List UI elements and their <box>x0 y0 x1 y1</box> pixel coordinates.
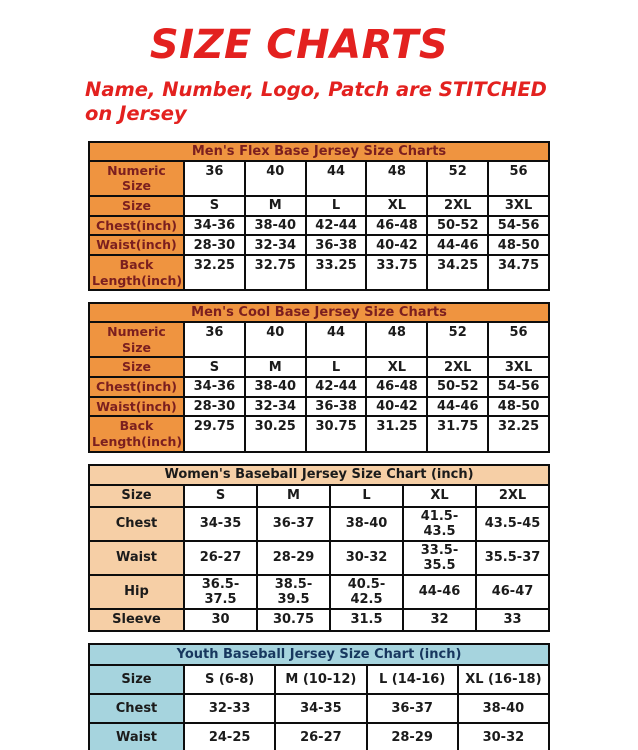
row-label: Size <box>89 665 184 694</box>
row-label: Waist(inch) <box>89 235 184 255</box>
data-cell: S <box>184 485 257 507</box>
data-cell: 31.25 <box>366 416 427 451</box>
row-label: Chest(inch) <box>89 377 184 397</box>
row-label: Size <box>89 485 184 507</box>
data-cell: 31.5 <box>330 609 403 631</box>
data-cell: 43.5-45 <box>476 507 549 541</box>
data-cell: 48 <box>366 322 427 357</box>
table-row <box>89 216 549 236</box>
row-label: Sleeve <box>89 609 184 631</box>
data-cell: 29.75 <box>184 416 245 451</box>
data-cell: 48-50 <box>488 397 549 417</box>
table-row <box>89 485 549 507</box>
data-cell: 50-52 <box>427 377 488 397</box>
data-cell: S <box>184 196 245 216</box>
data-cell: XL (16-18) <box>458 665 549 694</box>
row-label: Waist <box>89 541 184 575</box>
size-table-3 <box>88 643 550 750</box>
data-cell: 41.5-43.5 <box>403 507 476 541</box>
data-cell: 38-40 <box>245 377 306 397</box>
row-label: Size <box>89 357 184 377</box>
page-title: SIZE CHARTS <box>149 22 449 68</box>
table-row <box>89 416 549 451</box>
data-cell: 32-34 <box>245 397 306 417</box>
data-cell: 36-38 <box>306 235 367 255</box>
data-cell: 30-32 <box>330 541 403 575</box>
row-label: Numeric Size <box>89 322 184 357</box>
table-row <box>89 377 549 397</box>
data-cell: 56 <box>488 161 549 196</box>
row-label: Waist(inch) <box>89 397 184 417</box>
row-label: Back Length(inch) <box>89 255 184 290</box>
size-table-2 <box>88 464 550 632</box>
data-cell: 40 <box>245 322 306 357</box>
table-row <box>89 161 549 196</box>
data-cell: 2XL <box>427 357 488 377</box>
data-cell: 31.75 <box>427 416 488 451</box>
data-cell: 48 <box>366 161 427 196</box>
subtitle-line-2: on Jersey <box>85 102 187 126</box>
data-cell: 38-40 <box>458 694 549 723</box>
data-cell: 30.25 <box>245 416 306 451</box>
data-cell: 44-46 <box>427 235 488 255</box>
data-cell: 26-27 <box>184 541 257 575</box>
tables-container <box>0 141 638 750</box>
row-label: Numeric Size <box>89 161 184 196</box>
page-subtitle <box>85 78 638 127</box>
data-cell: 36.5-37.5 <box>184 575 257 609</box>
row-label: Chest <box>89 507 184 541</box>
data-cell: 34-36 <box>184 216 245 236</box>
data-cell: 46-48 <box>366 216 427 236</box>
data-cell: 34-35 <box>184 507 257 541</box>
table-title-row <box>89 465 549 485</box>
table-row <box>89 322 549 357</box>
data-cell: 30.75 <box>257 609 330 631</box>
data-cell: 42-44 <box>306 377 367 397</box>
data-cell: 44 <box>306 322 367 357</box>
table-title-row <box>89 142 549 161</box>
data-cell: 48-50 <box>488 235 549 255</box>
data-cell: 28-30 <box>184 235 245 255</box>
data-cell: 36 <box>184 322 245 357</box>
data-cell: L <box>330 485 403 507</box>
table-title: Men's Flex Base Jersey Size Charts <box>89 142 549 161</box>
data-cell: 40.5-42.5 <box>330 575 403 609</box>
data-cell: M <box>245 357 306 377</box>
table-title: Women's Baseball Jersey Size Chart (inch) <box>89 465 549 485</box>
table-row <box>89 665 549 694</box>
data-cell: 28-29 <box>257 541 330 575</box>
data-cell: 32-33 <box>184 694 275 723</box>
data-cell: 30-32 <box>458 723 549 750</box>
table-row <box>89 235 549 255</box>
data-cell: 3XL <box>488 357 549 377</box>
table-row <box>89 541 549 575</box>
data-cell: 36-38 <box>306 397 367 417</box>
data-cell: 34-36 <box>184 377 245 397</box>
data-cell: 44 <box>306 161 367 196</box>
data-cell: 32 <box>403 609 476 631</box>
data-cell: 46-47 <box>476 575 549 609</box>
data-cell: 32.25 <box>488 416 549 451</box>
data-cell: XL <box>366 357 427 377</box>
row-label: Size <box>89 196 184 216</box>
data-cell: 28-30 <box>184 397 245 417</box>
data-cell: XL <box>403 485 476 507</box>
table-title: Men's Cool Base Jersey Size Charts <box>89 303 549 322</box>
data-cell: 32.75 <box>245 255 306 290</box>
size-table-0 <box>88 141 550 291</box>
data-cell: 28-29 <box>367 723 458 750</box>
data-cell: 24-25 <box>184 723 275 750</box>
data-cell: 40-42 <box>366 235 427 255</box>
data-cell: M <box>257 485 330 507</box>
data-cell: 54-56 <box>488 377 549 397</box>
table-row <box>89 575 549 609</box>
table-row <box>89 609 549 631</box>
data-cell: 34.75 <box>488 255 549 290</box>
row-label: Hip <box>89 575 184 609</box>
data-cell: 52 <box>427 322 488 357</box>
data-cell: XL <box>366 196 427 216</box>
table-title: Youth Baseball Jersey Size Chart (inch) <box>89 644 549 665</box>
data-cell: M (10-12) <box>275 665 366 694</box>
data-cell: L (14-16) <box>367 665 458 694</box>
data-cell: L <box>306 357 367 377</box>
data-cell: 46-48 <box>366 377 427 397</box>
table-row <box>89 357 549 377</box>
data-cell: 42-44 <box>306 216 367 236</box>
table-row <box>89 196 549 216</box>
data-cell: 2XL <box>476 485 549 507</box>
data-cell: 38.5-39.5 <box>257 575 330 609</box>
data-cell: 36 <box>184 161 245 196</box>
table-row <box>89 694 549 723</box>
table-row <box>89 723 549 750</box>
row-label: Waist <box>89 723 184 750</box>
data-cell: 34-35 <box>275 694 366 723</box>
data-cell: 36-37 <box>257 507 330 541</box>
data-cell: 50-52 <box>427 216 488 236</box>
data-cell: 44-46 <box>427 397 488 417</box>
data-cell: 35.5-37 <box>476 541 549 575</box>
data-cell: 40-42 <box>366 397 427 417</box>
data-cell: 56 <box>488 322 549 357</box>
data-cell: 32.25 <box>184 255 245 290</box>
data-cell: 33 <box>476 609 549 631</box>
subtitle-line-1: Name, Number, Logo, Patch are STITCHED <box>85 78 547 101</box>
data-cell: M <box>245 196 306 216</box>
table-title-row <box>89 303 549 322</box>
data-cell: 52 <box>427 161 488 196</box>
data-cell: 40 <box>245 161 306 196</box>
data-cell: 30.75 <box>306 416 367 451</box>
data-cell: 38-40 <box>245 216 306 236</box>
data-cell: 33.25 <box>306 255 367 290</box>
data-cell: 30 <box>184 609 257 631</box>
row-label: Chest(inch) <box>89 216 184 236</box>
table-title-row <box>89 644 549 665</box>
data-cell: 33.5-35.5 <box>403 541 476 575</box>
data-cell: 33.75 <box>366 255 427 290</box>
data-cell: 54-56 <box>488 216 549 236</box>
data-cell: 26-27 <box>275 723 366 750</box>
data-cell: 2XL <box>427 196 488 216</box>
size-table-1 <box>88 302 550 452</box>
table-row <box>89 255 549 290</box>
data-cell: S (6-8) <box>184 665 275 694</box>
data-cell: S <box>184 357 245 377</box>
data-cell: 44-46 <box>403 575 476 609</box>
data-cell: 36-37 <box>367 694 458 723</box>
row-label: Chest <box>89 694 184 723</box>
data-cell: 34.25 <box>427 255 488 290</box>
data-cell: 32-34 <box>245 235 306 255</box>
row-label: Back Length(inch) <box>89 416 184 451</box>
table-row <box>89 507 549 541</box>
data-cell: L <box>306 196 367 216</box>
data-cell: 38-40 <box>330 507 403 541</box>
table-row <box>89 397 549 417</box>
data-cell: 3XL <box>488 196 549 216</box>
